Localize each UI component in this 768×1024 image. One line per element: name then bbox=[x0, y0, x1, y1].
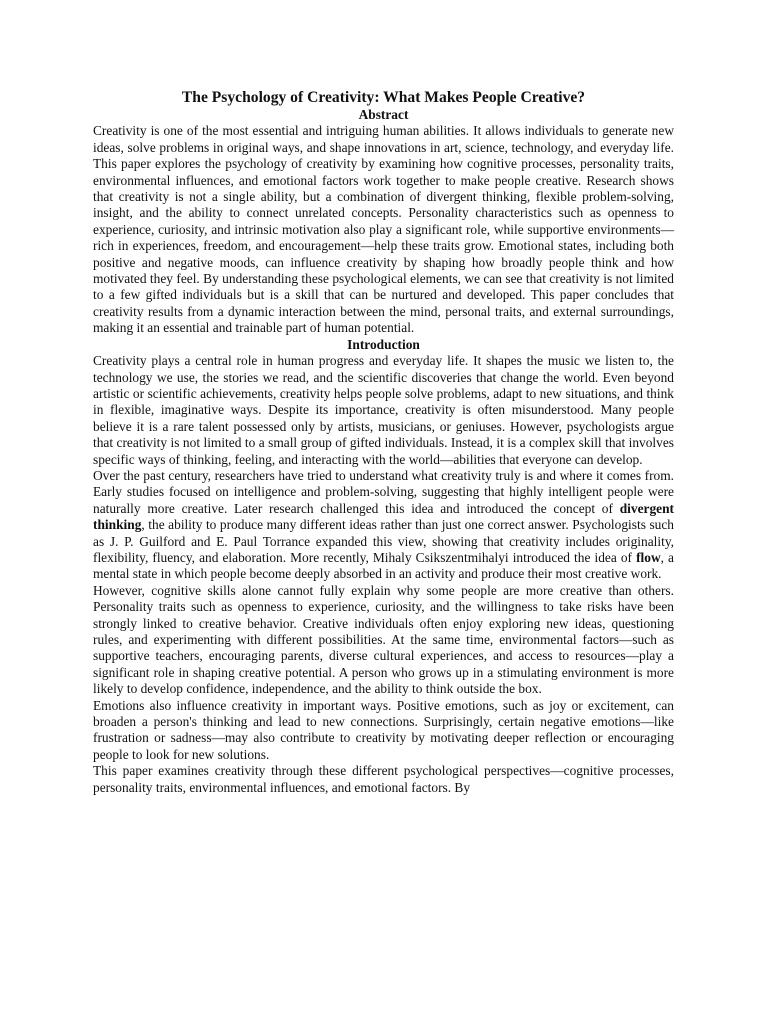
abstract-heading: Abstract bbox=[358, 107, 409, 122]
intro-paragraph-1: Creativity plays a central role in human progress and everyday life. It shapes the music we listen to, the technology we use, the stories we read, and the scientific discoveries that change the world. Even beyond artistic or scientific achievements, creativity helps people solve problems, adapt to new situations, and think in flexible, imaginative ways. Despite its importance, creativity is often misunderstood. Many people believe it is a rare talent possessed only by artists, musicians, or geniuses. However, psychologists argue that creativity is not limited to a small group of gifted individuals. Instead, it is a complex skill that involves specific ways of thinking, feeling, and interacting with the world—abilities that everyone can develop. bbox=[93, 353, 674, 467]
document-page bbox=[93, 88, 674, 796]
intro-paragraph-2-text-b: , the ability to produce many different ideas rather than just one correct answer. Psychologists such as J. P. Guilford and E. Paul Torrance expanded this view, showing that creativity includes originality, flexibility, fluency, and elaboration. More recently, Mihaly Csikszentmihalyi introduced the idea of bbox=[93, 517, 674, 565]
paper-title: The Psychology of Creativity: What Makes People Creative? bbox=[181, 89, 586, 106]
intro-paragraph-3: However, cognitive skills alone cannot fully explain why some people are more creative than others. Personality traits such as openness to experience, curiosity, and the willingness to take risks have been strongly linked to creative behavior. Creative individuals often enjoy exploring new ideas, questioning rules, and experimenting with different possibilities. At the same time, environmental factors—such as supportive teachers, encouraging parents, diverse cultural experiences, and access to resources—play a significant role in shaping creative potential. A person who grows up in a stimulating environment is more likely to develop confidence, independence, and the ability to think outside the box. bbox=[93, 582, 674, 697]
flow-term: flow bbox=[636, 549, 661, 565]
intro-paragraph-5: This paper examines creativity through these different psychological perspectives—cognitive processes, personality traits, environmental influences, and emotional factors. By bbox=[93, 763, 674, 795]
intro-paragraph-2-text-a: Over the past century, researchers have tried to understand what creativity truly is and where it comes from. Early studies focused on intelligence and problem-solving, suggesting that highly intelligent people were naturally more creative. Later research challenged this idea and introduced the concept of bbox=[93, 467, 674, 516]
intro-paragraph-2 bbox=[93, 468, 674, 583]
intro-paragraph-2-text-c: , a mental state in which people become deeply absorbed in an activity and produce their most creative work. bbox=[93, 549, 674, 582]
divergent-thinking-term: divergent thinking bbox=[93, 500, 674, 533]
intro-paragraph-4: Emotions also influence creativity in important ways. Positive emotions, such as joy or excitement, can broaden a person's thinking and lead to new connections. Surprisingly, certain negative emotions—like frustration or sadness—may also contribute to creativity by motivating deeper reflection or encouraging people to look for new solutions. bbox=[93, 697, 674, 762]
abstract-paragraph: Creativity is one of the most essential and intriguing human abilities. It allows individuals to generate new ideas, solve problems in original ways, and shape innovations in art, science, technology, and everyday life. This paper explores the psychology of creativity by examining how cognitive processes, personality traits, environmental influences, and emotional factors work together to make people creative. Research shows that creativity is not a single ability, but a combination of divergent thinking, flexible problem-solving, insight, and the ability to connect unrelated concepts. Personality characteristics such as openness to experience, curiosity, and intrinsic motivation also play a significant role, while supportive environments—rich in experiences, freedom, and encouragement—help these traits grow. Emotional states, including both positive and negative moods, can influence creativity by shaping how broadly people think and how motivated they feel. By understanding these psychological elements, we can see that creativity is not limited to a few gifted individuals but is a skill that can be nurtured and developed. This paper concludes that creativity results from a dynamic interaction between the mind, personal traits, and external surroundings, making it an essential and trainable part of human potential. bbox=[93, 123, 674, 336]
introduction-heading: Introduction bbox=[347, 336, 420, 352]
